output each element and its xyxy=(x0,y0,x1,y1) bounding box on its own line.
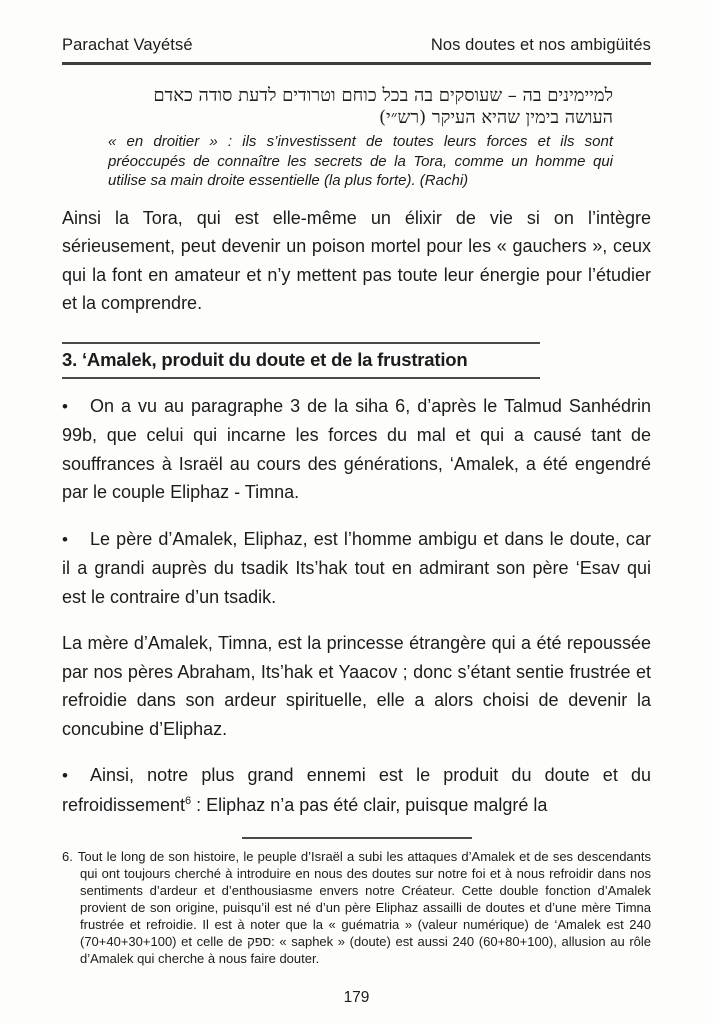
hebrew-quote-line-1: למיימינים בה – שעוסקים בה בכל כוחם וטרודים לדעת סודה כאדם xyxy=(153,85,613,106)
footnote-text: Tout le long de son histoire, le peuple d’Israël a subi les attaques d’Amalek et de ses descendants qui ont toujours cherché à introduire en nous des doutes sur notre foi et à nous refroidir dans nos sentiments d’ardeur et d’enthousiasme envers notre Créateur. Cette double fonction d’Amalek provient de son origine, puisqu’il est né d’un père Eliphaz assailli de doutes et d’une mère Timna frustrée et refroidie. Il est à noter que la « guématria » (valeur numérique) de ‘Amalek est 240 (70+40+30+100) et celle de ספק: « saphek » (doute) est aussi 240 (60+80+100), allusion au rôle d’Amalek qui cherche à nous faire douter. xyxy=(77,849,651,966)
bullet-item-3 xyxy=(62,761,651,819)
bullet-icon: • xyxy=(62,766,68,785)
bullet-item-1 xyxy=(62,392,651,507)
intro-paragraph: Ainsi la Tora, qui est elle-même un élixir de vie si on l’intègre sérieusement, peut devenir un poison mortel pour les « gauchers », ceux qui la font en amateur et n’y mettent pas toute leur énergie pour l’étudier et la comprendre. xyxy=(62,207,651,313)
page-number: 179 xyxy=(343,989,370,1006)
header-left-title: Parachat Vayétsé xyxy=(62,36,193,54)
bullet-3-text-before: Ainsi, notre plus grand ennemi est le produit du doute et du refroidissement xyxy=(62,765,651,815)
quote-block xyxy=(108,85,613,191)
page-header xyxy=(62,36,651,65)
section-heading: 3. ‘Amalek, produit du doute et de la frustration xyxy=(62,342,540,379)
french-quote-translation: « en droitier » : ils s’investissent de toutes leurs forces et ils sont préoccupés de connaître les secrets de la Tora, comme un homme qui utilise sa main droite essentielle (la plus forte). (Rachi) xyxy=(108,133,613,189)
header-right-title: Nos doutes et nos ambigüités xyxy=(430,36,651,54)
hebrew-quote-line-2: העושה בימין שהיא העיקר (רש״י) xyxy=(378,107,613,128)
footnote-reference-6: 6 xyxy=(185,794,192,807)
timna-paragraph: La mère d’Amalek, Timna, est la princesse étrangère qui a été repoussée par nos pères Abraham, Its’hak et Yaacov ; donc s’étant sentie frustrée et refroidie dans son ardeur spirituelle, elle a alors choisi de devenir la concubine d’Eliphaz. xyxy=(62,633,651,739)
bullet-1-text: On a vu au paragraphe 3 de la siha 6, d’après le Talmud Sanhédrin 99b, que celui qui incarne les forces du mal et qui a causé tant de souffrances à Israël au cours des générations, ‘Amalek, a été engendré par le couple Eliphaz - Timna. xyxy=(62,395,651,502)
bullet-2-text: Le père d’Amalek, Eliphaz, est l’homme ambigu et dans le doute, car il a grandi auprès du tsadik Its’hak tout en admirant son père ‘Esav qui est le contraire d’un tsadik. xyxy=(62,528,651,607)
footnote-number: 6. xyxy=(62,849,73,864)
bullet-item-2 xyxy=(62,525,651,612)
bullet-3-text-after: : Eliphaz n’a pas été clair, puisque malgré la xyxy=(191,794,548,815)
footnote-6 xyxy=(62,848,651,967)
bullet-icon: • xyxy=(62,396,68,416)
bullet-icon: • xyxy=(62,529,68,549)
footnote-separator xyxy=(242,837,472,839)
